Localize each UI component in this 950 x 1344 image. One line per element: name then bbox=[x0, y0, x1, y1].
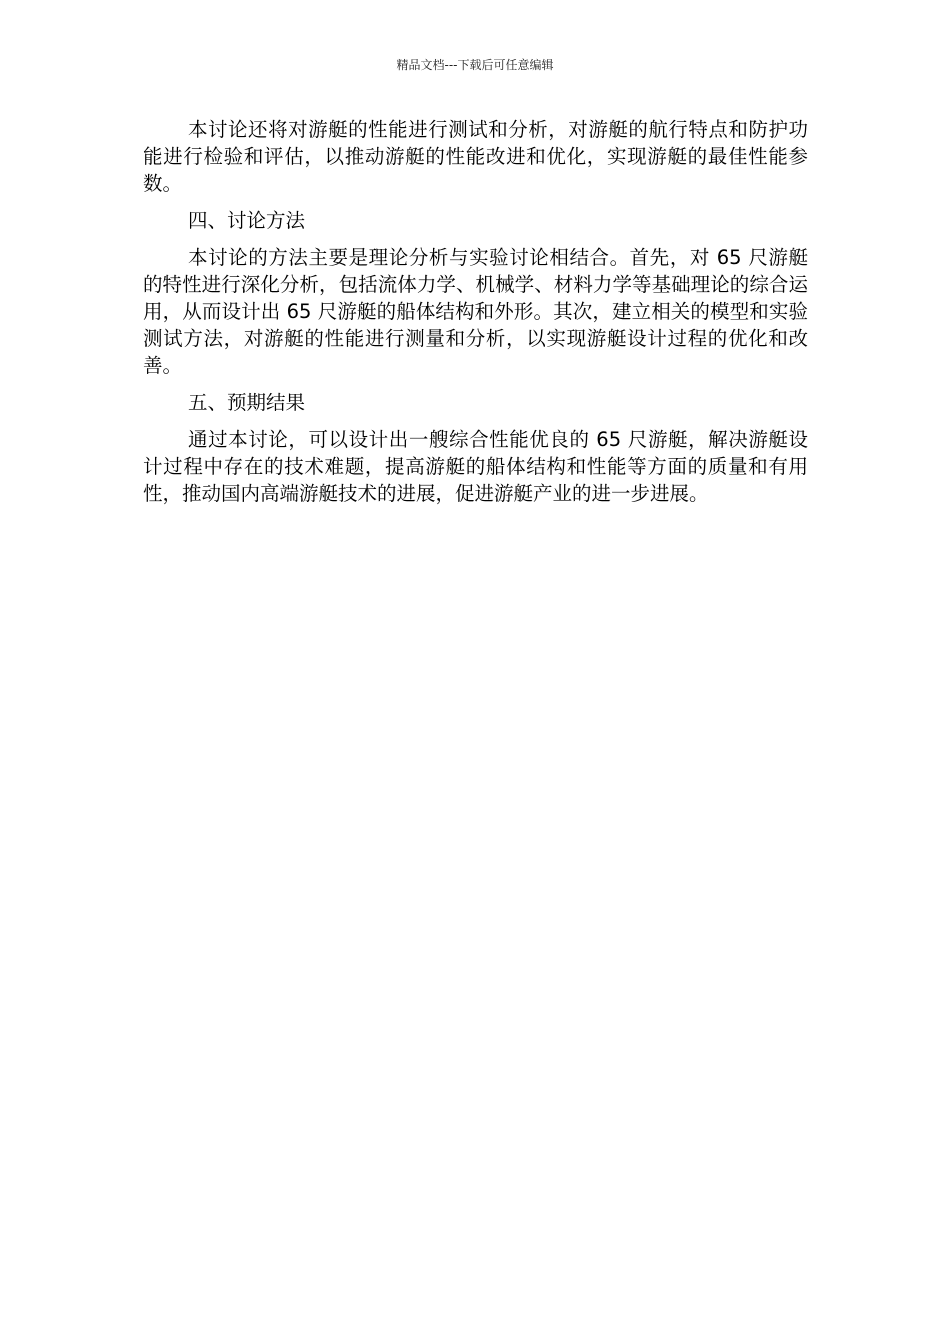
page-header: 精品文档---下载后可任意编辑 bbox=[396, 58, 554, 72]
paragraph-performance-testing: 本讨论还将对游艇的性能进行测试和分析，对游艇的航行特点和防护功能进行检验和评估，以推动游艇的性能改进和优化，实现游艇的最佳性能参数。 bbox=[143, 118, 808, 195]
paragraph-methods: 本讨论的方法主要是理论分析与实验讨论相结合。首先，对 65 尺游艇的特性进行深化分析，包括流体力学、机械学、材料力学等基础理论的综合运用，从而设计出 65 尺游艇的船体结构和外形。其次，建立相关的模型和实验测试方法，对游艇的性能进行测量和分析，以实现游艇设计过程的优化和改善。 bbox=[143, 246, 808, 377]
section-heading-expected-results: 五、预期结果 bbox=[188, 391, 306, 414]
paragraph-expected-results: 通过本讨论，可以设计出一艘综合性能优良的 65 尺游艇，解决游艇设计过程中存在的技术难题，提高游艇的船体结构和性能等方面的质量和有用性，推动国内高端游艇技术的进展，促进游艇产业的进一步进展。 bbox=[143, 428, 808, 505]
document-body bbox=[143, 116, 808, 517]
section-heading-methods: 四、讨论方法 bbox=[188, 209, 306, 232]
